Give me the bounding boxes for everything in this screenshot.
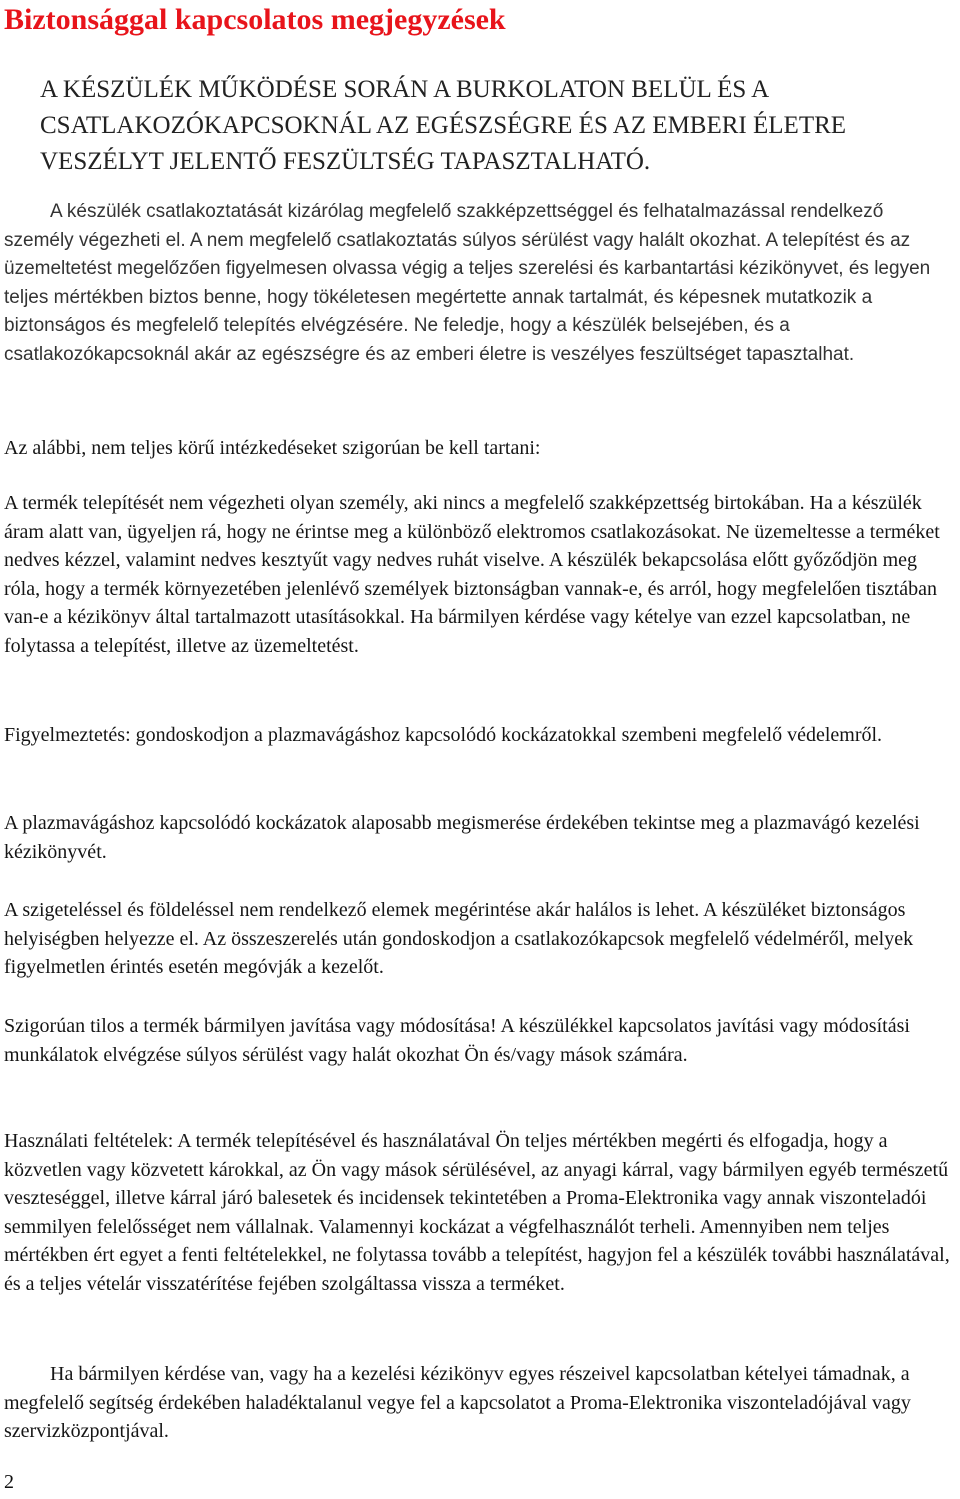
voltage-warning: A KÉSZÜLÉK MŰKÖDÉSE SORÁN A BURKOLATON BELÜL ÉS A CSATLAKOZÓKAPCSOKNÁL AZ EGÉSZSÉGRE ÉS AZ EMBERI ÉLETRE VESZÉLYT JELENTŐ FESZÜLTSÉG TAPASZTALHATÓ. bbox=[40, 76, 847, 175]
plasma-manual-paragraph: A plazmavágáshoz kapcsolódó kockázatok alaposabb megismerése érdekében tekintse meg a plazmavágó kezelési kézikönyvét. bbox=[4, 812, 920, 863]
plasma-warning-paragraph: Figyelmeztetés: gondoskodjon a plazmavágáshoz kapcsolódó kockázatokkal szembeni megfelelő védelemről. bbox=[4, 724, 883, 746]
contact-paragraph: Ha bármilyen kérdése van, vagy ha a kezelési kézikönyv egyes részeivel kapcsolatban kételyei támadnak, a megfelelő segítség érdekében haladéktalanul vegye fel a kapcsolatot a Proma-Elektronika viszonteladójával vagy szervizközpontjával. bbox=[4, 1363, 911, 1442]
repair-prohibition-paragraph: Szigorúan tilos a termék bármilyen javítása vagy módosítása! A készülékkel kapcsolatos javítási vagy módosítási munkálatok elvégzése súlyos sérülést vagy halát okozhat Ön és/vagy mások számára. bbox=[4, 1015, 910, 1066]
page-title: Biztonsággal kapcsolatos megjegyzések bbox=[4, 3, 506, 36]
insulation-paragraph: A szigeteléssel és földeléssel nem rendelkező elemek megérintése akár halálos is lehet. A készüléket biztonságos helyiségben helyezze el. Az összeszerelés után gondoskodjon a csatlakozókapcsok megfelelő védelméről, melyek figyelmetlen érintés esetén megóvják a kezelőt. bbox=[4, 899, 914, 978]
measures-intro: Az alábbi, nem teljes körű intézkedéseket szigorúan be kell tartani: bbox=[4, 437, 541, 459]
connection-warning-paragraph: A készülék csatlakoztatását kizárólag megfelelő szakképzettséggel és felhatalmazással rendelkező személy végezheti el. A nem megfelelő csatlakoztatás súlyos sérülést vagy halált okozhat. A telepítést és az üzemeltetést megelőzően figyelmesen olvassa végig a teljes szerelési és karbantartási kézikönyvet, és legyen teljes mértékben biztos benne, hogy tökéletesen megértette annak tartalmát, és képesnek mutatkozik a biztonságos és megfelelő telepítés elvégzésére. Ne feledje, hogy a készülék belsejében, és a csatlakozókapcsoknál akár az egészségre és az emberi életre is veszélyes feszültséget tapasztalhat. bbox=[4, 201, 931, 365]
measures-paragraph: A termék telepítését nem végezheti olyan személy, aki nincs a megfelelő szakképzettség birtokában. Ha a készülék áram alatt van, ügyeljen rá, hogy ne érintse meg a különböző elektromos csatlakozásokat. Ne üzemeltesse a terméket nedves kézzel, valamint nedves kesztyűt vagy nedves ruhát viselve. A készülék bekapcsolása előtt győződjön meg róla, hogy a termék környezetében jelenlévő személyek biztonságban vannak-e, és arról, hogy megfelelően tisztában van-e a kézikönyv által tartalmazott utasításokkal. Ha bármilyen kérdése vagy kételye van ezzel kapcsolatban, ne folytassa a telepítést, illetve az üzemeltetést. bbox=[4, 492, 940, 657]
terms-of-use-paragraph: Használati feltételek: A termék telepítésével és használatával Ön teljes mértékben megérti és elfogadja, hogy a közvetlen vagy közvetett károkkal, az Ön vagy mások sérülésével, az anyagi kárral, vagy bármilyen egyéb természetű veszteséggel, illetve kárral járó balesetek és incidensek tekintetében a Proma-Elektronika vagy annak viszonteladói semmilyen felelősséget nem vállalnak. Valamennyi kockázat a végfelhasználót terheli. Amennyiben nem teljes mértékben ért egyet a fenti feltételekkel, ne folytassa tovább a telepítést, hagyjon fel a készülék további használatával, és a teljes vételár visszatérítése fejében szolgáltassa vissza a terméket. bbox=[4, 1130, 950, 1295]
page-number: 2 bbox=[4, 1471, 14, 1493]
